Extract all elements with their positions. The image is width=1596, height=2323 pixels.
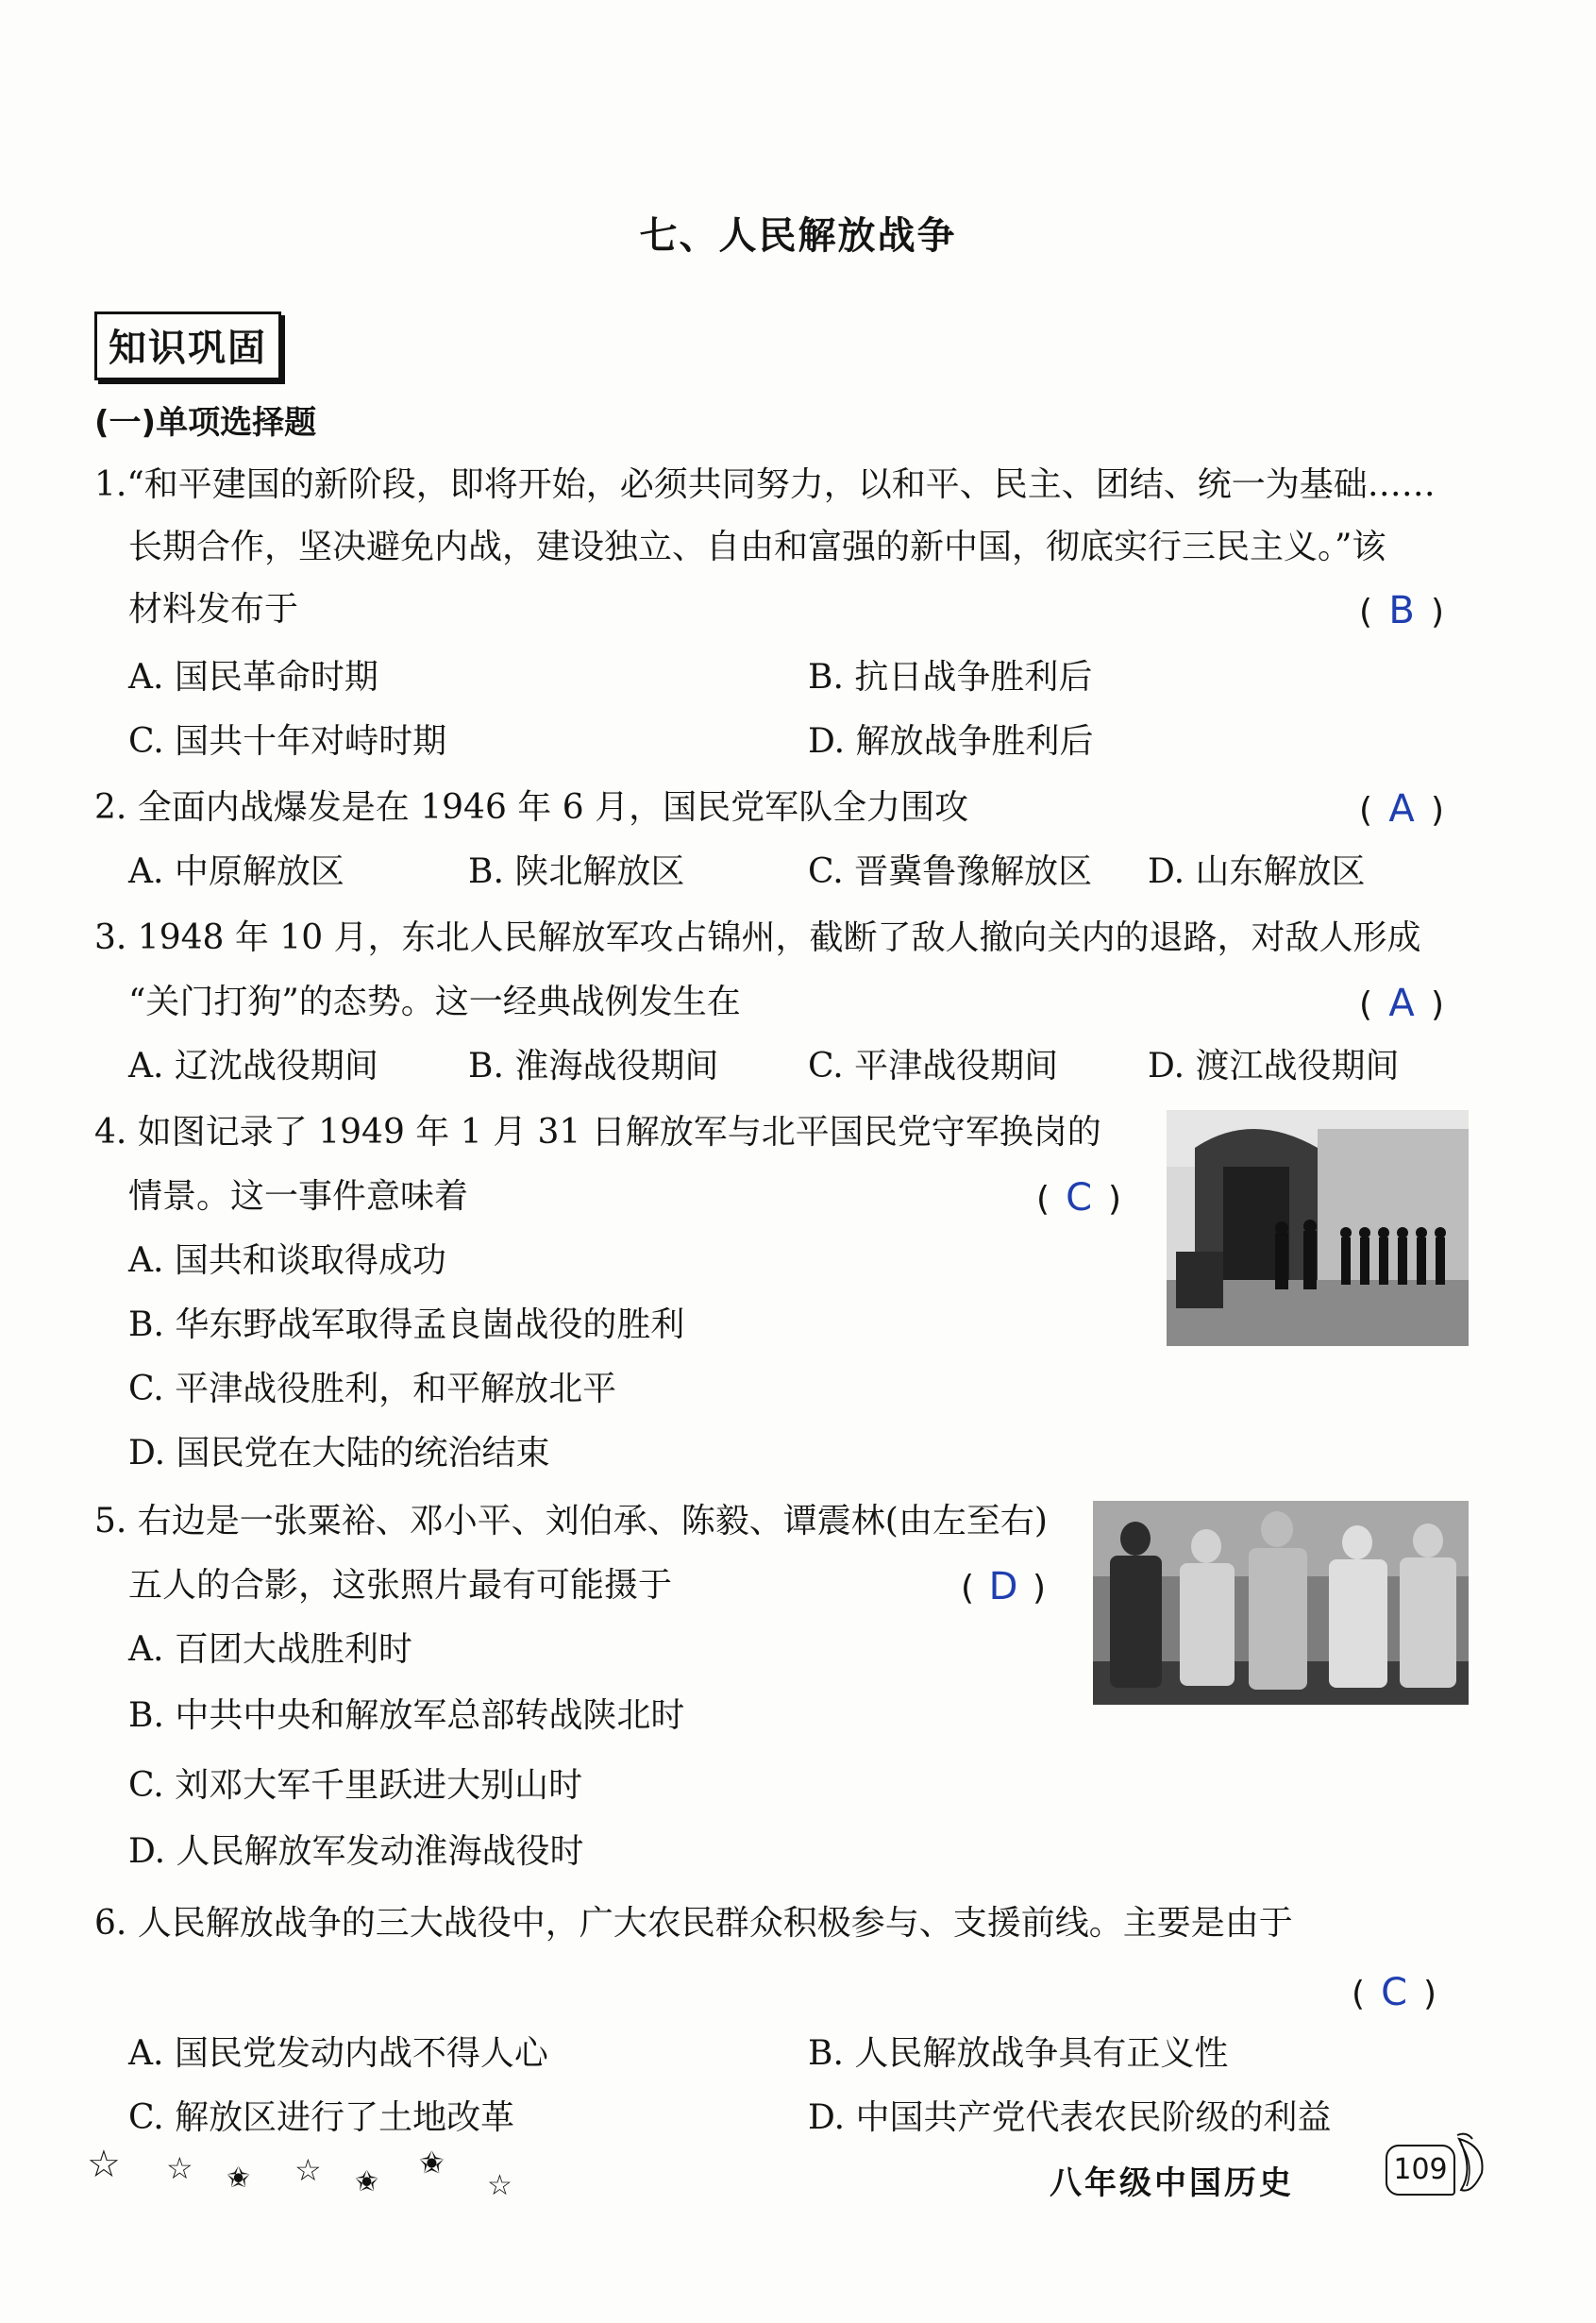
question-3-option-d: D. 渡江战役期间 [1148, 1047, 1400, 1086]
question-1-option-d: D. 解放战争胜利后 [808, 722, 1094, 761]
question-1-line-3: 材料发布于 [128, 590, 299, 629]
question-2-option-b: B. 陕北解放区 [468, 852, 685, 891]
question-3-option-a: A. 辽沈战役期间 [128, 1047, 378, 1086]
question-5-option-d: D. 人民解放军发动淮海战役时 [128, 1832, 584, 1871]
question-1-answer: ( B ) [1359, 589, 1445, 632]
question-4-option-a: A. 国共和谈取得成功 [128, 1241, 446, 1280]
question-1-line-2: 长期合作，坚决避免内战，建设独立、自由和富强的新中国，彻底实行三民主义。”该 [128, 528, 1386, 566]
question-1-option-b: B. 抗日战争胜利后 [808, 658, 1093, 697]
question-2-option-d: D. 山东解放区 [1148, 852, 1366, 891]
question-4-line-2: 情景。这一事件意味着 [128, 1177, 469, 1216]
question-5-option-a: A. 百团大战胜利时 [128, 1630, 412, 1669]
star-icon: ✬ [355, 2165, 379, 2198]
question-3-option-c: C. 平津战役期间 [808, 1047, 1059, 1086]
question-5-line-2: 五人的合影，这张照片最有可能摄于 [128, 1566, 673, 1605]
star-icon: ☆ [294, 2152, 322, 2188]
question-4-answer: ( C ) [1036, 1176, 1122, 1220]
question-6-option-b: B. 人民解放战争具有正义性 [808, 2034, 1229, 2073]
question-3-answer: ( A ) [1359, 982, 1445, 1025]
page-number: 109 [1386, 2145, 1455, 2196]
page-title: 七、人民解放战争 [639, 214, 957, 258]
photo-gate-guard-exchange [1167, 1110, 1469, 1346]
question-2-line-1: 2. 全面内战爆发是在 1946 年 6 月，国民党军队全力围攻 [94, 788, 969, 827]
star-icon: ✬ [419, 2145, 445, 2180]
star-icon: ✬ [227, 2162, 251, 2195]
subsection-heading: (一)单项选择题 [94, 404, 317, 442]
question-5-option-b: B. 中共中央和解放军总部转战陕北时 [128, 1696, 685, 1735]
question-4-option-d: D. 国民党在大陆的统治结束 [128, 1434, 550, 1473]
photo-five-generals [1093, 1501, 1469, 1705]
question-1-line-1: 1.“和平建国的新阶段，即将开始，必须共同努力，以和平、民主、团结、统一为基础…… [94, 465, 1436, 504]
star-icon: ☆ [166, 2150, 193, 2186]
question-3-line-1: 3. 1948 年 10 月，东北人民解放军攻占锦州，截断了敌人撤向关内的退路，对敌人形成 [94, 918, 1421, 957]
question-3-line-2: “关门打狗”的态势。这一经典战例发生在 [128, 983, 741, 1021]
question-1-option-a: A. 国民革命时期 [128, 658, 378, 697]
question-6-option-d: D. 中国共产党代表农民阶级的利益 [808, 2098, 1332, 2137]
leaf-icon [1453, 2131, 1491, 2201]
question-6-line-1: 6. 人民解放战争的三大战役中，广大农民群众积极参与、支援前线。主要是由于 [94, 1904, 1293, 1943]
question-6-option-a: A. 国民党发动内战不得人心 [128, 2034, 548, 2073]
star-icon: ☆ [87, 2143, 121, 2186]
section-heading: 知识巩固 [94, 311, 281, 380]
question-5-answer: ( D ) [961, 1565, 1047, 1608]
question-5-option-c: C. 刘邓大军千里跃进大别山时 [128, 1766, 583, 1805]
question-5-line-1: 5. 右边是一张粟裕、邓小平、刘伯承、陈毅、谭震林(由左至右) [94, 1502, 1048, 1540]
book-title: 八年级中国历史 [1050, 2164, 1294, 2202]
question-2-option-a: A. 中原解放区 [128, 852, 344, 891]
question-2-answer: ( A ) [1359, 787, 1445, 831]
question-4-option-c: C. 平津战役胜利，和平解放北平 [128, 1370, 617, 1408]
question-1-option-c: C. 国共十年对峙时期 [128, 722, 447, 761]
question-6-answer: ( C ) [1352, 1971, 1437, 2014]
star-icon: ☆ [487, 2169, 512, 2202]
question-2-option-c: C. 晋冀鲁豫解放区 [808, 852, 1093, 891]
question-4-line-1: 4. 如图记录了 1949 年 1 月 31 日解放军与北平国民党守军换岗的 [94, 1113, 1101, 1152]
question-3-option-b: B. 淮海战役期间 [468, 1047, 719, 1086]
question-4-option-b: B. 华东野战军取得孟良崮战役的胜利 [128, 1305, 685, 1344]
question-6-option-c: C. 解放区进行了土地改革 [128, 2098, 515, 2137]
